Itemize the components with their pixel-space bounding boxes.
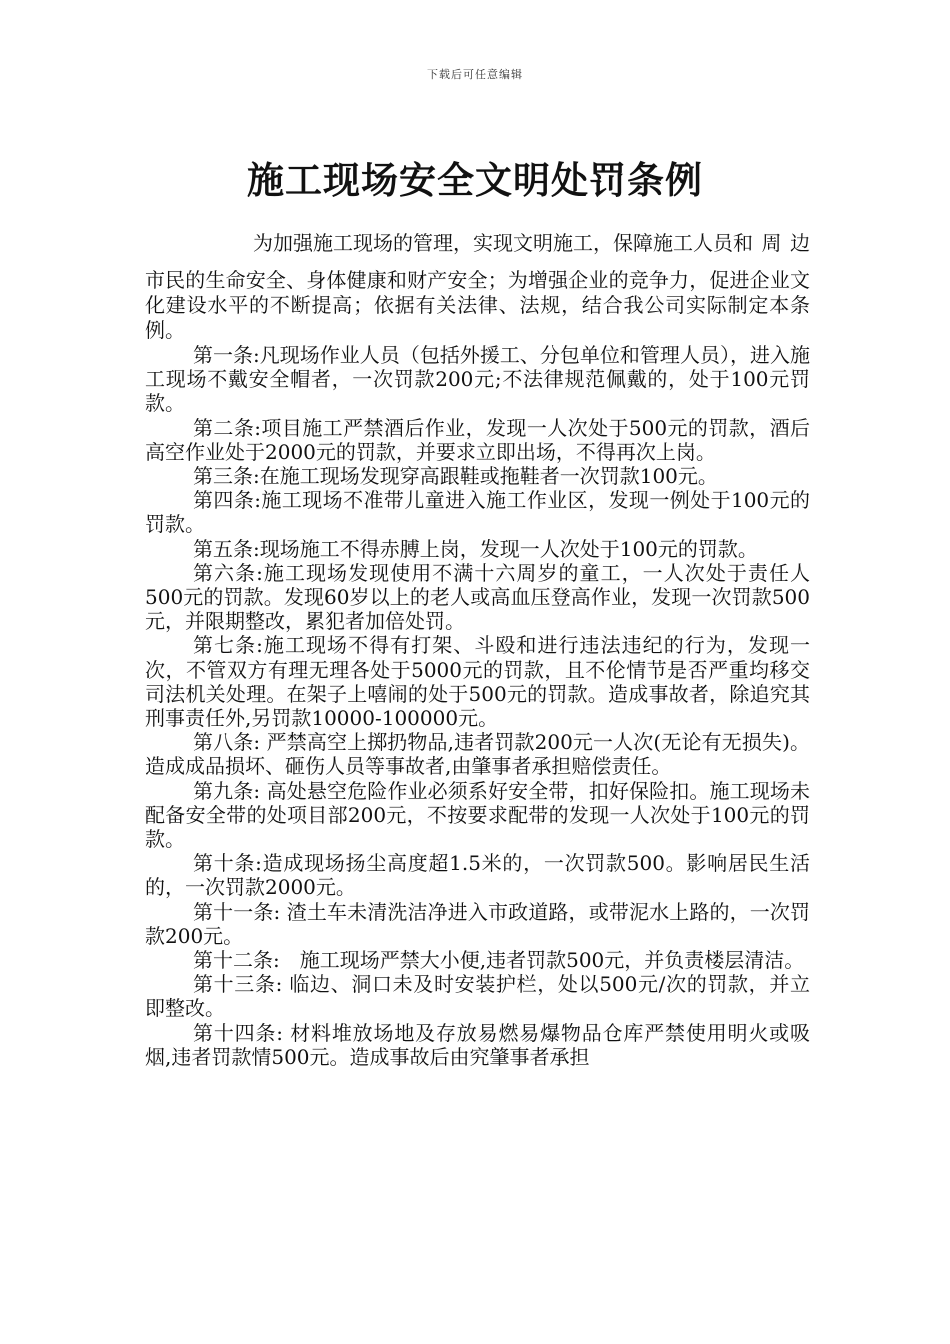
intro-first-line: 为加强施工现场的管理，实现文明施工，保障施工人员和 [253, 231, 753, 255]
header-note: 下载后可任意编辑 [427, 68, 523, 81]
article-5: 第五条:现场施工不得赤膊上岗，发现一人次处于100元的罚款。 [193, 536, 758, 561]
document-body [145, 231, 810, 1069]
article-4: 第四条:施工现场不准带儿童进入施工作业区，发现一例处于100元的罚款。 [145, 488, 810, 537]
article-1: 第一条:凡现场作业人员（包括外援工、分包单位和管理人员），进入施工现场不戴安全帽者，一次罚款200元;不法律规范佩戴的，处于100元罚款。 [145, 343, 810, 416]
article-14: 第十四条: 材料堆放场地及存放易燃易爆物品仓库严禁使用明火或吸烟,违者罚款情500元。造成事故后由究肇事者承担 [145, 1020, 810, 1069]
article-11: 第十一条: 渣土车未清洗洁净进入市政道路，或带泥水上路的，一次罚款200元。 [145, 899, 810, 948]
intro-paragraph [145, 231, 810, 343]
document-title: 施工现场安全文明处罚条例 [247, 158, 703, 202]
article-6: 第六条:施工现场发现使用不满十六周岁的童工，一人次处于责任人500元的罚款。发现60岁以上的老人或高血压登高作业，发现一次罚款500元，并限期整改，累犯者加倍处罚。 [145, 560, 810, 634]
article-7: 第七条:施工现场不得有打架、斗殴和进行违法违纪的行为，发现一次，不管双方有理无理各处于5000元的罚款，且不伦情节是否严重均移交司法机关处理。在架子上嘻闹的处于500元的罚款。造成事故者，除追究其刑事责任外,另罚款10000-100000元。 [145, 633, 810, 731]
article-10: 第十条:造成现场扬尘高度超1.5米的，一次罚款500。影响居民生活的，一次罚款2000元。 [145, 851, 810, 900]
intro-rest: 周边市民的生命安全、身体健康和财产安全；为增强企业的竞争力，促进企业文化建设水平的不断提高；依据有关法律、法规，结合我公司实际制定本条例。 [145, 231, 810, 342]
article-13: 第十三条: 临边、洞口未及时安装护栏，处以500元/次的罚款，并立即整改。 [145, 972, 810, 1021]
article-8: 第八条: 严禁高空上掷扔物品,违者罚款200元一人次(无论有无损失)。造成成品损坏、砸伤人员等事故者,由肇事者承担赔偿责任。 [145, 730, 810, 779]
article-2: 第二条:项目施工严禁酒后作业，发现一人次处于500元的罚款，酒后高空作业处于2000元的罚款，并要求立即出场，不得再次上岗。 [145, 415, 810, 464]
article-9: 第九条: 高处悬空危险作业必须系好安全带，扣好保险扣。施工现场未配备安全带的处项目部200元，不按要求配带的发现一人次处于100元的罚款。 [145, 778, 810, 852]
article-12: 第十二条: 施工现场严禁大小便,违者罚款500元，并负责楼层清洁。 [193, 948, 805, 973]
article-3: 第三条:在施工现场发现穿高跟鞋或拖鞋者一次罚款100元。 [193, 464, 718, 489]
